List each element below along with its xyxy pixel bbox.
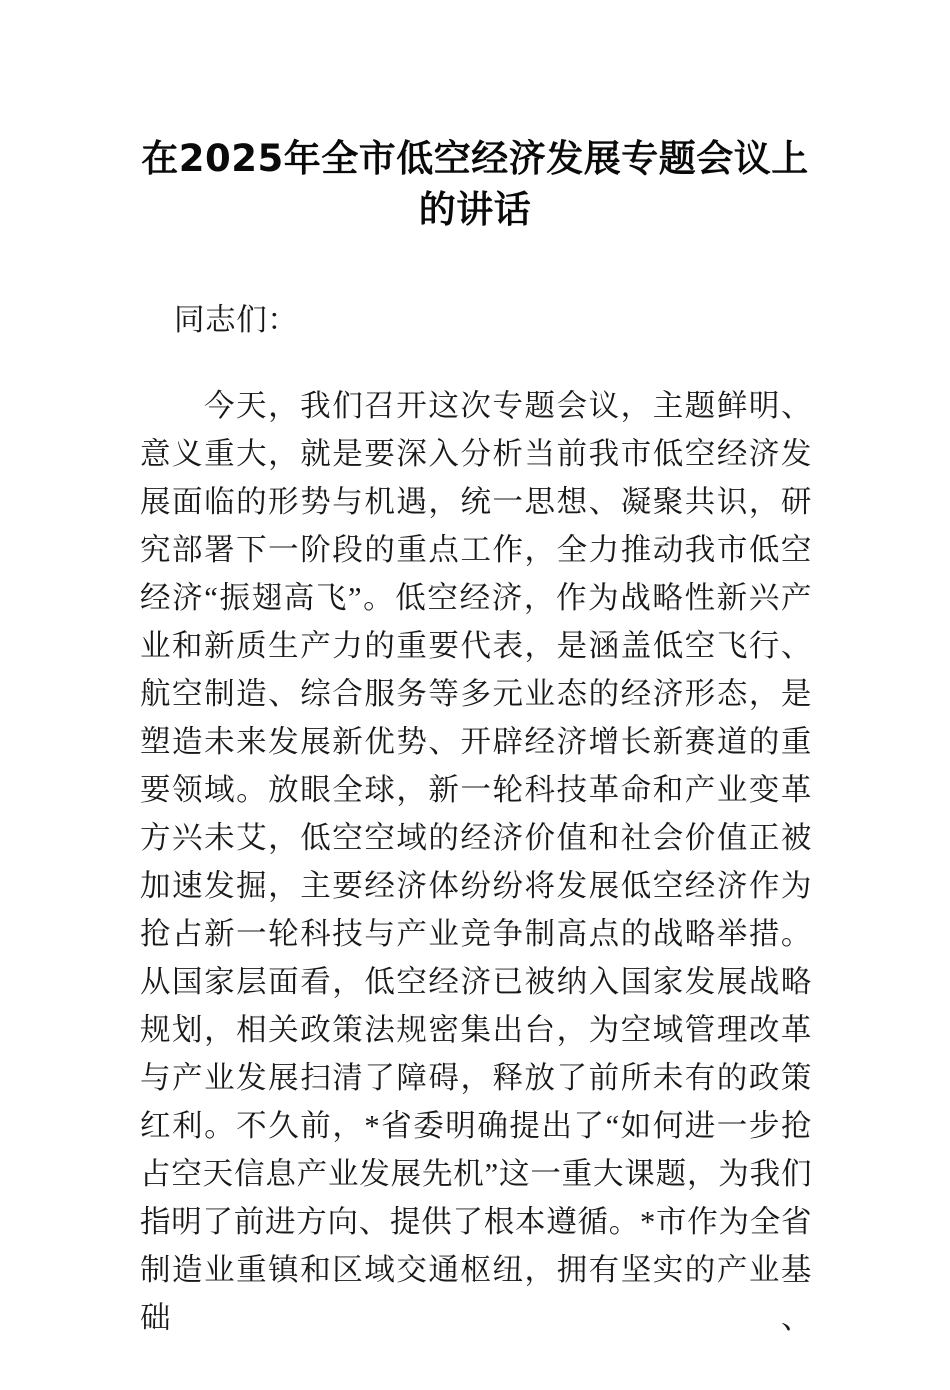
document-body — [140, 296, 812, 1390]
body-paragraph-1: 今天，我们召开这次专题会议，主题鲜明、意义重大，就是要深入分析当前我市低空经济发展面临的形势与机遇，统一思想、凝聚共识，研究部署下一阶段的重点工作，全力推动我市低空经济“振翅高飞”。低空经济，作为战略性新兴产业和新质生产力的重要代表，是涵盖低空飞行、航空制造、综合服务等多元业态的经济形态，是塑造未来发展新优势、开辟经济增长新赛道的重要领域。放眼全球，新一轮科技革命和产业变革方兴未艾，低空空域的经济价值和社会价值正被加速发掘，主要经济体纷纷将发展低空经济作为抢占新一轮科技与产业竞争制高点的战略举措。从国家层面看，低空经济已被纳入国家发展战略规划，相关政策法规密集出台，为空域管理改革与产业发展扫清了障碍，释放了前所未有的政策红利。不久前，*省委明确提出了“如何进一步抢占空天信息产业发展先机”这一重大课题，为我们指明了前进方向、提供了根本遵循。*市作为全省制造业重镇和区域交通枢纽，拥有坚实的产业基础、 — [140, 389, 812, 1335]
page-title: 在2025年全市低空经济发展专题会议上的讲话 — [141, 136, 809, 231]
salutation-line: 同志们： — [174, 303, 299, 337]
